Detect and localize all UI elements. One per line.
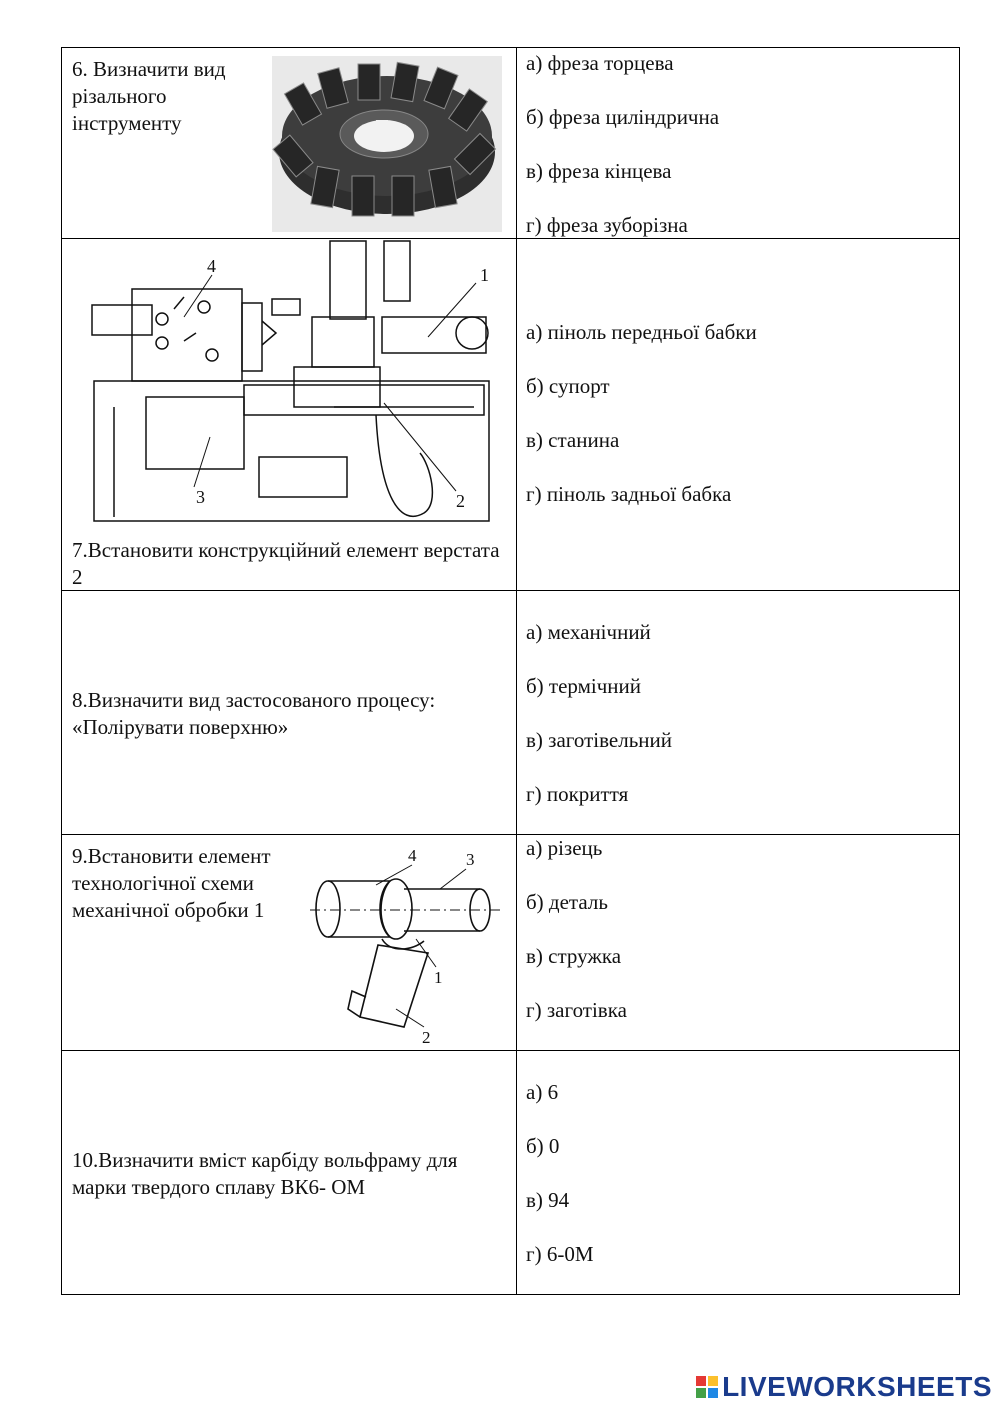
option-b[interactable]: б) деталь xyxy=(526,890,608,914)
option-a[interactable]: а) механічний xyxy=(526,620,651,644)
option-c[interactable]: в) стружка xyxy=(526,944,622,968)
option-c[interactable]: в) станина xyxy=(526,428,620,452)
question-text: 6. Визначити вид різального інструменту xyxy=(72,57,226,135)
option-b[interactable]: б) 0 xyxy=(526,1134,560,1158)
answer-options xyxy=(526,50,719,266)
milling-cutter-image xyxy=(272,56,502,232)
answer-options xyxy=(526,1079,594,1295)
label-2: 2 xyxy=(456,491,465,511)
answer-options xyxy=(526,319,757,535)
option-d[interactable]: г) фреза зуборізна xyxy=(526,213,688,237)
machining-scheme-drawing xyxy=(300,841,510,1045)
label-2: 2 xyxy=(422,1028,431,1045)
logo-text: LIVEWORKSHEETS xyxy=(722,1371,992,1402)
question-row-9 xyxy=(62,835,959,1051)
option-d[interactable]: г) піноль задньої бабка xyxy=(526,482,732,506)
option-a[interactable]: а) різець xyxy=(526,836,603,860)
option-b[interactable]: б) фреза циліндрична xyxy=(526,105,720,129)
question-text: 8.Визначити вид застосованого процесу: «Полірувати поверхню» xyxy=(72,688,436,739)
label-1: 1 xyxy=(480,265,489,285)
answer-options xyxy=(526,619,672,835)
question-row-8 xyxy=(62,591,959,835)
option-a[interactable]: а) піноль передньої бабки xyxy=(526,320,757,344)
option-b[interactable]: б) термічний xyxy=(526,674,642,698)
question-row-7 xyxy=(62,239,959,591)
worksheet-table xyxy=(61,47,960,1295)
question-row-6 xyxy=(62,48,959,239)
option-d[interactable]: г) заготівка xyxy=(526,998,627,1022)
label-3: 3 xyxy=(466,850,475,869)
option-c[interactable]: в) заготівельний xyxy=(526,728,672,752)
option-a[interactable]: а) фреза торцева xyxy=(526,51,674,75)
option-a[interactable]: а) 6 xyxy=(526,1080,559,1104)
question-text: 9.Встановити елемент технологічної схеми механічної обробки 1 xyxy=(72,844,271,922)
label-4: 4 xyxy=(207,256,216,276)
option-c[interactable]: в) 94 xyxy=(526,1188,570,1212)
option-b[interactable]: б) супорт xyxy=(526,374,610,398)
question-row-10 xyxy=(62,1051,959,1296)
option-c[interactable]: в) фреза кінцева xyxy=(526,159,672,183)
label-1: 1 xyxy=(434,968,443,987)
answer-options xyxy=(526,835,627,1051)
label-4: 4 xyxy=(408,846,417,865)
liveworksheets-logo xyxy=(696,1371,992,1403)
option-d[interactable]: г) 6-0М xyxy=(526,1242,594,1266)
question-text: 10.Визначити вміст карбіду вольфраму для марки твердого сплаву ВК6- ОМ xyxy=(72,1148,458,1199)
logo-mark-icon xyxy=(696,1376,718,1398)
question-text: 7.Встановити конструкційний елемент верстата 2 xyxy=(72,538,500,589)
option-d[interactable]: г) покриття xyxy=(526,782,629,806)
label-3: 3 xyxy=(196,487,205,507)
lathe-drawing xyxy=(84,237,504,527)
